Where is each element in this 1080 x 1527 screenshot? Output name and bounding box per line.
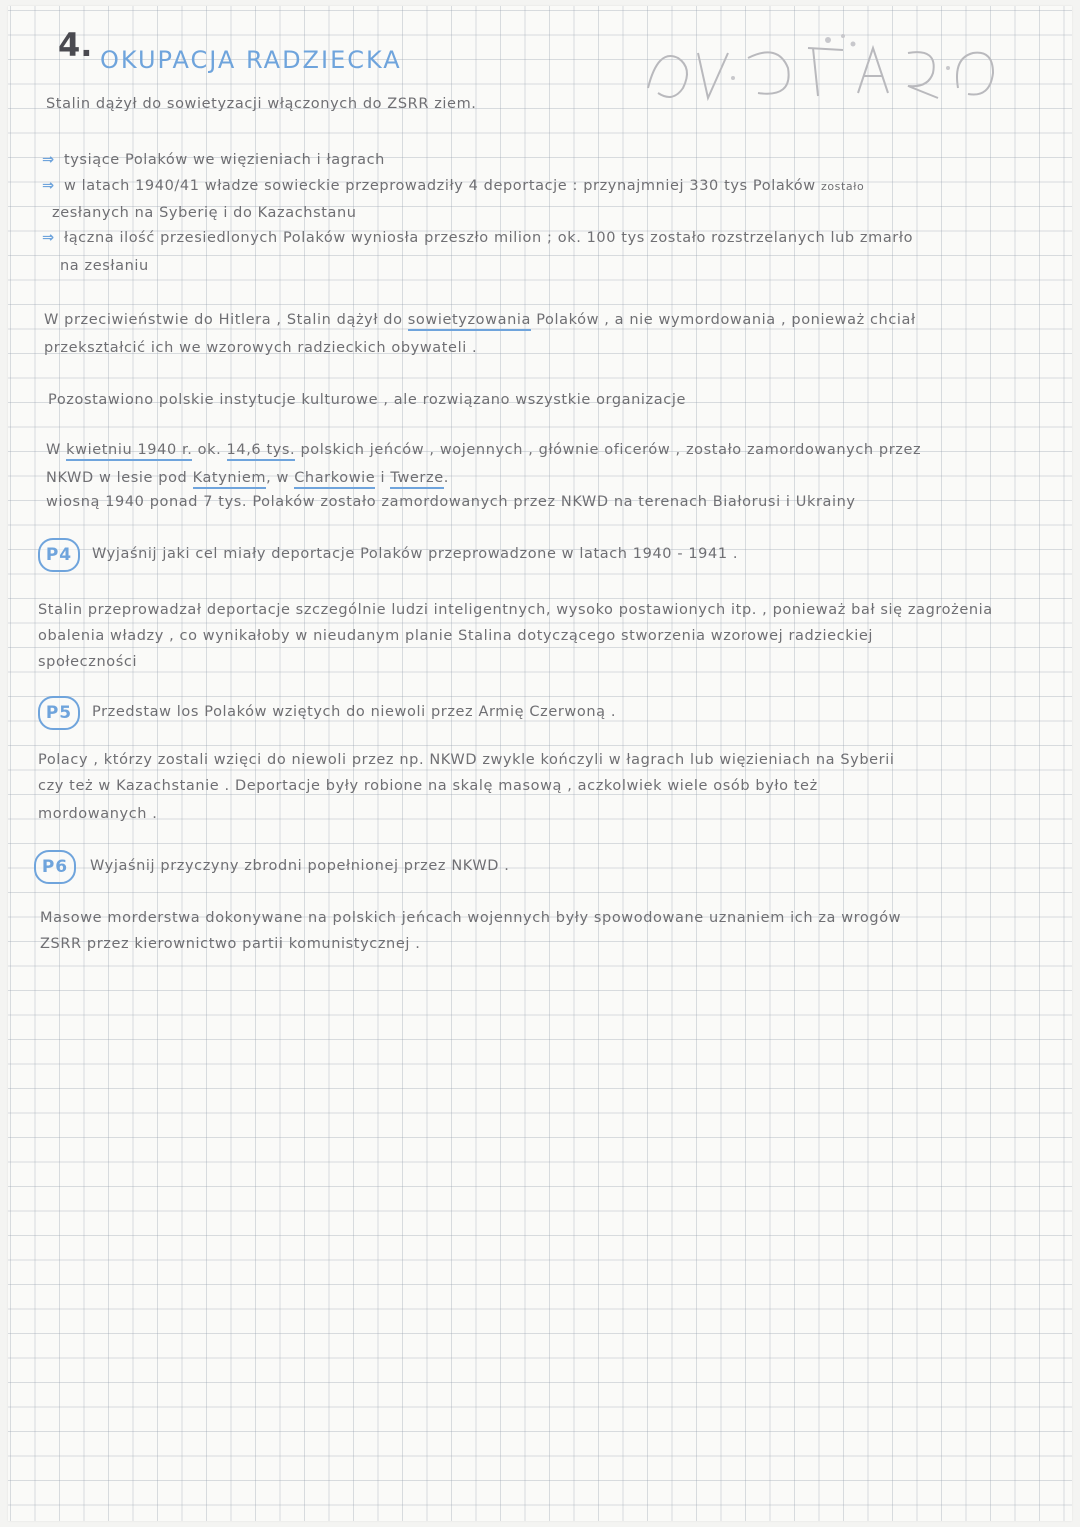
question-p5: Przedstaw los Polaków wziętych do niewoli przez Armię Czerwoną . [92, 704, 617, 720]
underlined-place: Twerze [390, 470, 443, 489]
text: i [380, 470, 386, 486]
notebook-page [8, 6, 1072, 1521]
paragraph-katyn-l2 [46, 470, 449, 486]
bullet-1-text: tysiące Polaków we więzieniach i łagrach [63, 152, 385, 168]
paragraph-sowietyzacja-l2: przekształcić ich we wzorowych radzieckich obywateli . [44, 340, 478, 356]
question-p6: Wyjaśnij przyczyny zbrodni popełnionej przez NKWD . [90, 858, 510, 874]
answer-p5-l3: mordowanych . [38, 806, 158, 822]
answer-p4-l1: Stalin przeprowadzał deportacje szczególnie ludzi inteligentnych, wysoko postawionych itp. , ponieważ bał się zagrożenia [38, 602, 993, 618]
underlined-date: kwietniu 1940 r. [66, 442, 192, 461]
paragraph-instytucje: Pozostawiono polskie instytucje kulturowe , ale rozwiązano wszystkie organizacje [48, 392, 686, 408]
question-badge-p6: P6 [34, 850, 76, 884]
bullet-1 [42, 152, 385, 168]
underlined-term: sowietyzowania [408, 312, 531, 331]
text: Polaków , a nie wymordowania , ponieważ chciał [536, 312, 916, 328]
underlined-place: Katyniem [193, 470, 266, 489]
text: NKWD w lesie pod [46, 470, 188, 486]
arrow-icon: ⇒ [42, 230, 55, 246]
text: . [443, 470, 449, 486]
text: W przeciwieństwie do Hitlera , Stalin dążył do [44, 312, 403, 328]
bullet-3 [42, 230, 913, 246]
paragraph-katyn-l3: wiosną 1940 ponad 7 tys. Polaków zostało zamordowanych przez NKWD na terenach Białorusi i Ukrainy [46, 494, 856, 510]
bullet-2-small: zostało [820, 180, 865, 193]
page-title: OKUPACJA RADZIECKA [100, 46, 402, 74]
answer-p5-l1: Polacy , którzy zostali wzięci do niewoli przez np. NKWD zwykle kończyli w łagrach lub więzieniach na Syberii [38, 752, 895, 768]
text: ok. [197, 442, 222, 458]
text: , w [266, 470, 289, 486]
question-p4: Wyjaśnij jaki cel miały deportacje Polaków przeprowadzone w latach 1940 - 1941 . [92, 546, 739, 562]
underlined-number: 14,6 tys. [227, 442, 296, 461]
doodle-lettering-logo [638, 28, 1008, 108]
bullet-3-text: łączna ilość przesiedlonych Polaków wyniosła przeszło milion ; ok. 100 tys zostało rozstrzelanych lub zmarło [63, 230, 914, 246]
answer-p5-l2: czy też w Kazachstanie . Deportacje były robione na skalę masową , aczkolwiek wiele osób było też [38, 778, 818, 794]
answer-p6-l1: Masowe morderstwa dokonywane na polskich jeńcach wojennych były spowodowane uznaniem ich za wrogów [40, 910, 902, 926]
question-badge-p4: P4 [38, 538, 80, 572]
underlined-place: Charkowie [294, 470, 375, 489]
intro-text: Stalin dążył do sowietyzacji włączonych do ZSRR ziem. [46, 96, 477, 112]
answer-p4-l3: społeczności [38, 654, 138, 670]
section-number: 4. [58, 26, 93, 64]
answer-p4-l2: obalenia władzy , co wynikałoby w nieudanym planie Stalina dotyczącego stworzenia wzorowej radzieckiej [38, 628, 874, 644]
answer-p6-l2: ZSRR przez kierownictwo partii komunistycznej . [40, 936, 421, 952]
bullet-2-cont: zesłanych na Syberię i do Kazachstanu [52, 205, 357, 221]
question-badge-p5: P5 [38, 696, 80, 730]
paragraph-katyn-l1 [46, 442, 921, 458]
paragraph-sowietyzacja [44, 312, 916, 328]
bullet-3-cont: na zesłaniu [60, 258, 149, 274]
text: W [46, 442, 61, 458]
bullet-2-text: w latach 1940/41 władze sowieckie przeprowadziły 4 deportacje : przynajmniej 330 tys Polaków [63, 178, 816, 194]
bullet-2 [42, 178, 864, 194]
arrow-icon: ⇒ [42, 152, 55, 168]
text: polskich jeńców , wojennych , głównie oficerów , zostało zamordowanych przez [300, 442, 922, 458]
arrow-icon: ⇒ [42, 178, 55, 194]
